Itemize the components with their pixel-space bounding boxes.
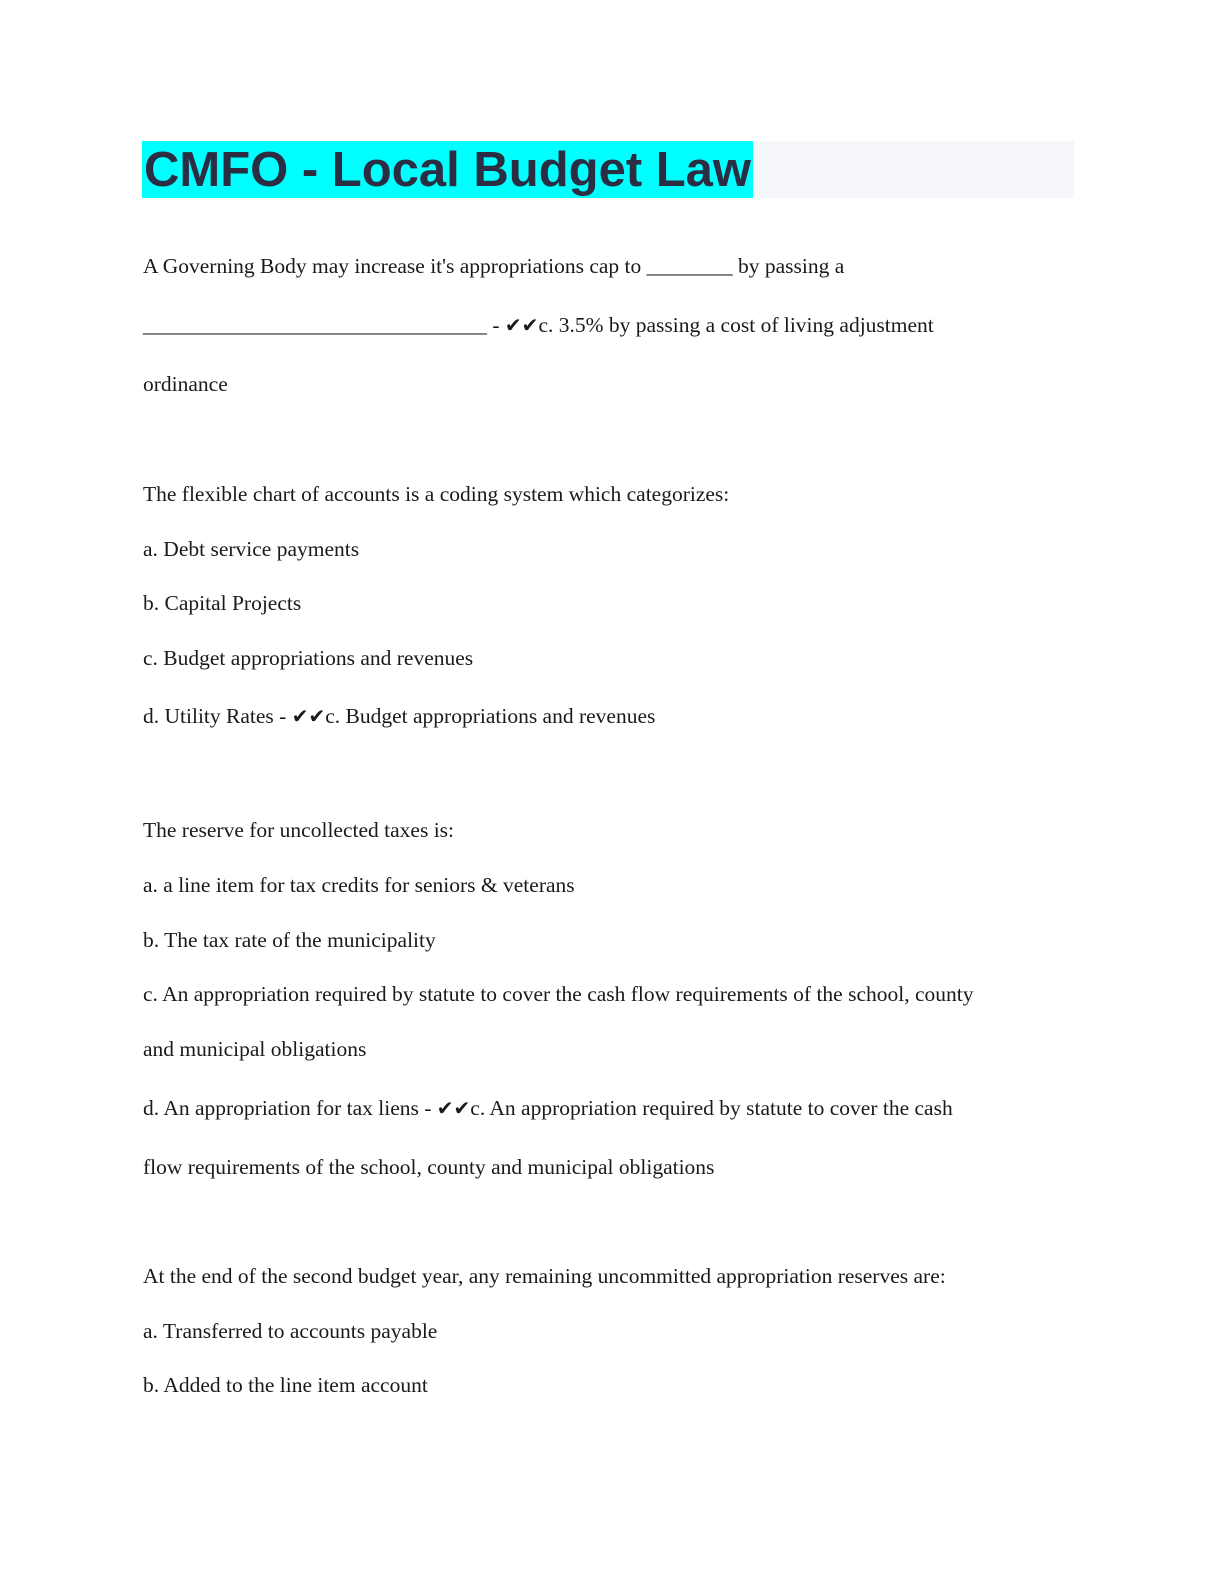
q3-option-c-line-1: c. An appropriation required by statute to cover the cash flow requirements of the school, county <box>143 982 974 1006</box>
q2-option-a: a. Debt service payments <box>143 537 360 561</box>
q3-question: The reserve for uncollected taxes is: <box>143 818 455 842</box>
q2-option-b: b. Capital Projects <box>143 591 302 615</box>
q3-answer-line-2: flow requirements of the school, county and municipal obligations <box>143 1155 715 1179</box>
q2-option-d-text: d. Utility Rates - <box>143 704 292 728</box>
q1-answer: c. 3.5% by passing a cost of living adjustment <box>538 313 934 337</box>
q3-option-d <box>143 1095 953 1121</box>
q3-answer-line-1: c. An appropriation required by statute to cover the cash <box>470 1096 953 1120</box>
q1-line-2 <box>143 312 934 338</box>
q2-option-c: c. Budget appropriations and revenues <box>143 646 474 670</box>
q3-option-d-text: d. An appropriation for tax liens - <box>143 1096 437 1120</box>
q2-answer: c. Budget appropriations and revenues <box>325 704 656 728</box>
check-mark-icon: ✔✔ <box>436 1096 471 1120</box>
q1-blank: ________________________________ - <box>143 313 505 337</box>
q4-option-a: a. Transferred to accounts payable <box>143 1319 438 1343</box>
q3-option-b: b. The tax rate of the municipality <box>143 928 436 952</box>
check-mark-icon: ✔✔ <box>504 313 539 337</box>
q2-question: The flexible chart of accounts is a coding system which categorizes: <box>143 482 730 506</box>
q4-question: At the end of the second budget year, any remaining uncommitted appropriation reserves are: <box>143 1264 946 1288</box>
q2-option-d <box>143 703 655 729</box>
q4-option-b: b. Added to the line item account <box>143 1373 428 1397</box>
q3-option-c-line-2: and municipal obligations <box>143 1037 367 1061</box>
q3-option-a: a. a line item for tax credits for seniors & veterans <box>143 873 575 897</box>
check-mark-icon: ✔✔ <box>291 704 326 728</box>
title-bar <box>142 141 1074 198</box>
q1-line-1: A Governing Body may increase it's appropriations cap to ________ by passing a <box>143 254 845 278</box>
q1-line-3: ordinance <box>143 372 228 396</box>
page-title: CMFO - Local Budget Law <box>144 143 752 197</box>
